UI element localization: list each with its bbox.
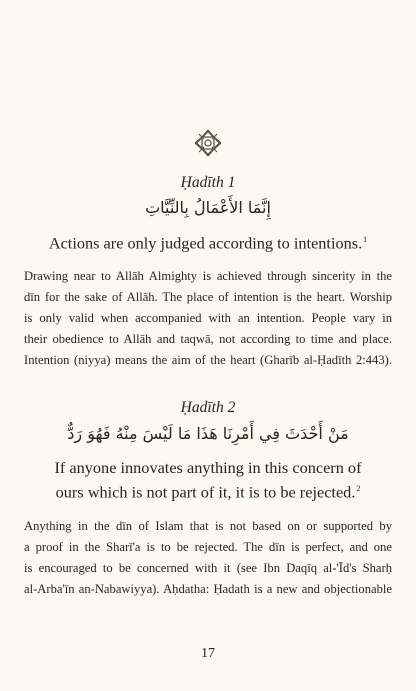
footnote-marker-2: 2: [356, 484, 361, 493]
commentary-line: Intention (niyya) means the aim of the heart (Gharīb al-Ḥadīth 2:443).: [24, 353, 392, 367]
hadith-2-heading: Ḥadīth 2: [180, 399, 236, 416]
page-number: 17: [201, 646, 215, 661]
commentary-line: Anything in the dīn of Islam that is not based on or supported by: [24, 519, 392, 533]
hadith-2-arabic-text: مَنْ أَحْدَثَ فِي أَمْرِنَا هَذَا مَا لَيْسَ مِنْهُ فَهُوَ رَدٌّ: [67, 424, 349, 443]
hadith-1-heading: Ḥadīth 1: [180, 174, 236, 191]
commentary-line: Drawing near to Allāh Almighty is achieved through sincerity in the: [24, 269, 392, 283]
hadith-1-translation-text: Actions are only judged according to intentions.: [48, 233, 363, 253]
hadith-2-translation: [0, 457, 416, 502]
commentary-line: is only valid when accompanied with an intention. People vary in: [24, 311, 392, 325]
hadith-1-commentary: [24, 266, 392, 371]
commentary-line: dīn for the sake of Allāh. The place of intention is the heart. Worship: [24, 290, 392, 304]
footnote-marker-1: 1: [363, 235, 368, 244]
commentary-line: their obedience to Allāh and taqwā, not according to time and place.: [24, 332, 392, 346]
hadith-1-translation: [0, 229, 416, 253]
hadith-1-arabic-text: إِنَّمَا الأَعْمَالُ بِالنِّيَّاتِ: [145, 198, 271, 217]
commentary-line: al-Arba'īn an-Nabawiyya). Aḥdatha: Ḥadath is a new and objectionable: [24, 582, 392, 596]
knot-ornament-icon: [191, 126, 225, 160]
translation-line: ours which is not part of it, it is to be rejected.: [55, 482, 356, 502]
translation-line: If anyone innovates anything in this concern of: [54, 458, 362, 477]
commentary-line: a proof in the Sharī'a is to be rejected. The dīn is perfect, and one: [24, 540, 392, 554]
commentary-line: is encouraged to be concerned with it (see Ibn Daqīq al-'Īd's Sharḥ: [24, 561, 392, 575]
hadith-2-commentary: [24, 516, 392, 600]
